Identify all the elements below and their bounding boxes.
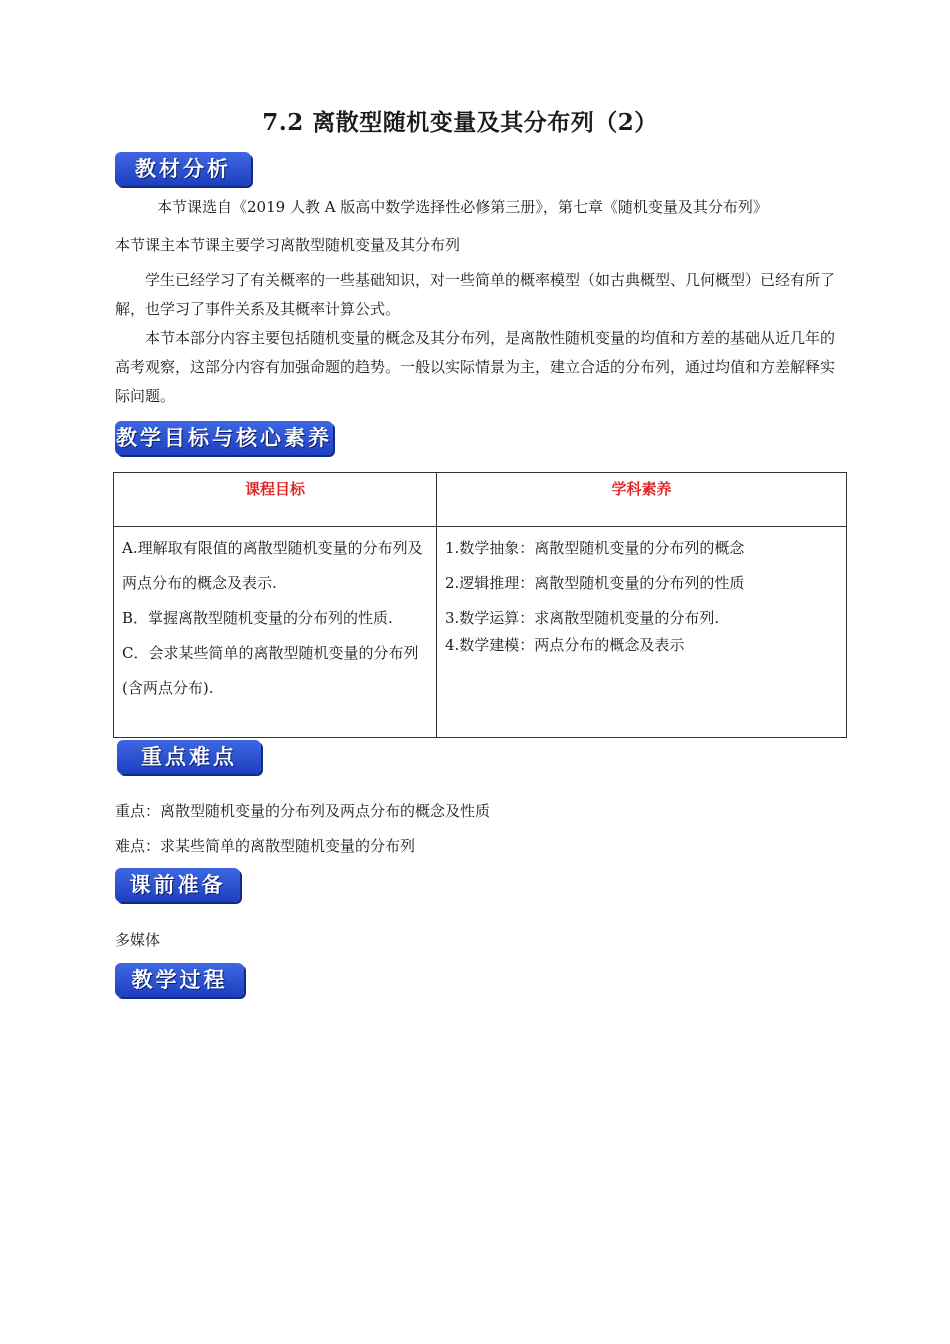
section-badge-preparation: 课前准备 bbox=[115, 868, 240, 902]
analysis-paragraph-1-line-2: 本节课主本节课主要学习离散型随机变量及其分布列 bbox=[115, 236, 461, 254]
analysis-paragraph-2: 学生已经学习了有关概率的一些基础知识，对一些简单的概率模型（如古典概型、几何概型）已经有所了解，也学习了事件关系及其概率计算公式。 bbox=[115, 271, 836, 318]
key-point-text: 重点：离散型随机变量的分布列及两点分布的概念及性质 bbox=[115, 802, 491, 820]
section-badge-keypoints: 重点难点 bbox=[117, 740, 261, 774]
section-badge-analysis: 教材分析 bbox=[115, 152, 251, 186]
literacy-item: 1.数学抽象：离散型随机变量的分布列的概念 bbox=[445, 539, 745, 557]
course-goal-item: C．会求某些简单的离散型随机变量的分布列(含两点分布). bbox=[122, 644, 419, 697]
section-badge-goals: 教学目标与核心素养 bbox=[115, 421, 333, 455]
course-goal-item: A.理解取有限值的离散型随机变量的分布列及两点分布的概念及表示. bbox=[122, 539, 423, 592]
literacy-item: 4.数学建模：两点分布的概念及表示 bbox=[445, 636, 685, 654]
literacy-item: 3.数学运算：求离散型随机变量的分布列. bbox=[445, 609, 720, 627]
difficult-point-text: 难点：求某些简单的离散型随机变量的分布列 bbox=[115, 837, 416, 855]
course-goal-item: B．掌握离散型随机变量的分布列的性质. bbox=[122, 609, 393, 627]
preparation-text: 多媒体 bbox=[115, 931, 161, 949]
course-goals-cell bbox=[114, 527, 437, 738]
table-header-core-literacy: 学科素养 bbox=[437, 473, 847, 527]
analysis-paragraph-3: 本节本部分内容主要包括随机变量的概念及其分布列，是离散性随机变量的均值和方差的基础从近几年的高考观察，这部分内容有加强命题的趋势。一般以实际情景为主，建立合适的分布列，通过均值和方差解释实际问题。 bbox=[115, 329, 836, 405]
goals-table bbox=[113, 472, 847, 738]
page-title: 7.2 离散型随机变量及其分布列（2） bbox=[262, 109, 658, 136]
literacy-item: 2.逻辑推理：离散型随机变量的分布列的性质 bbox=[445, 574, 745, 592]
table-header-course-goals: 课程目标 bbox=[114, 473, 437, 527]
section-badge-process: 教学过程 bbox=[115, 963, 244, 997]
core-literacy-cell bbox=[437, 527, 847, 738]
analysis-paragraph-1-line-1: 本节课选自《2019 人教 A 版高中数学选择性必修第三册》，第七章《随机变量及其分布列》 bbox=[157, 198, 768, 216]
